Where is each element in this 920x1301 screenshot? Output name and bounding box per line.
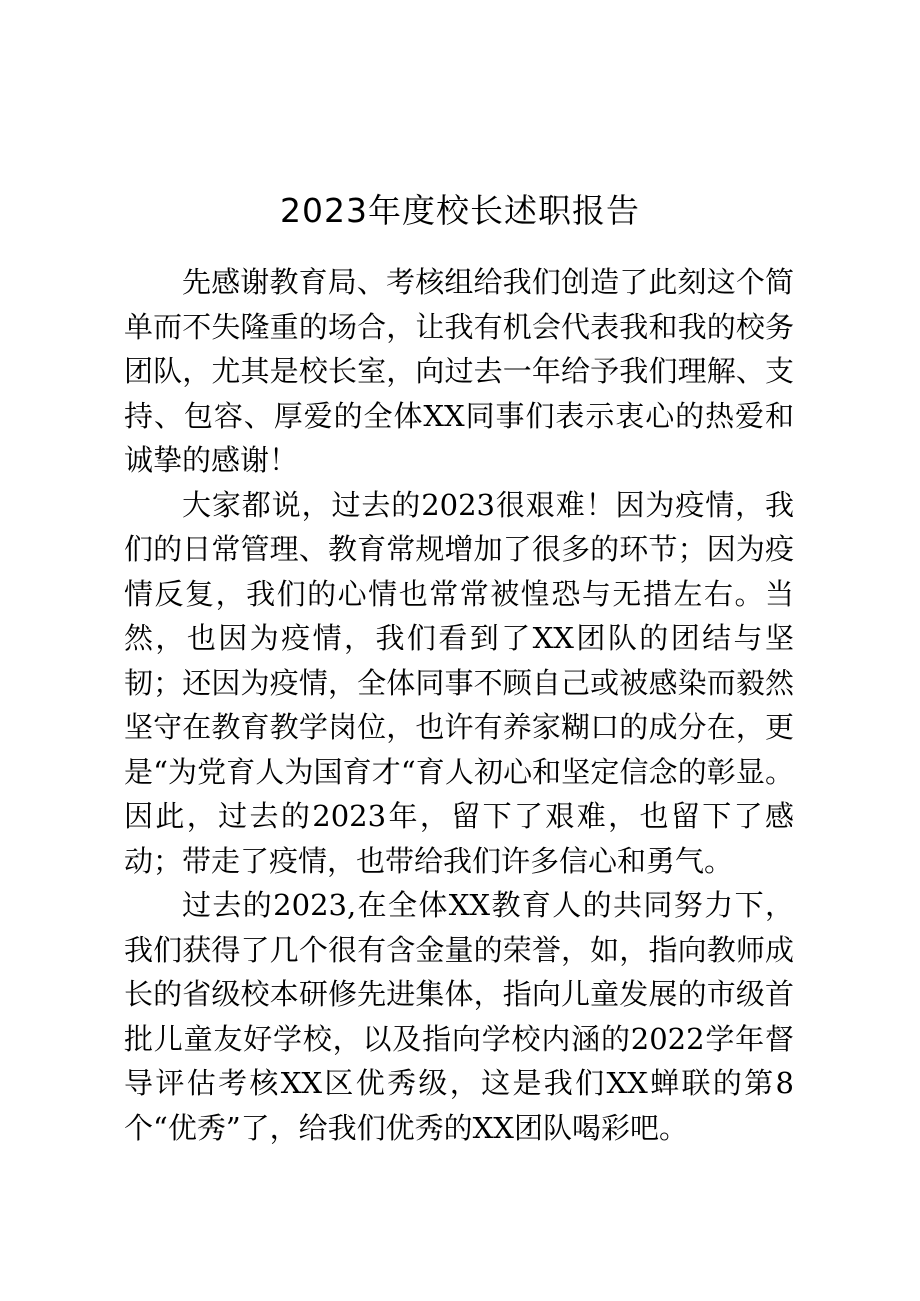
paragraph-3: 过去的2023,在全体XX教育人的共同努力下，我们获得了几个很有含金量的荣誉，如，指向教师成长的省级校本研修先进集体，指向儿童发展的市级首批儿童友好学校，以及指向学校内涵的2022学年督导评估考核XX区优秀级，这是我们XX蝉联的第8个“优秀”了，给我们优秀的XX团队喝彩吧。 [124, 888, 794, 1145]
paragraph-2: 大家都说，过去的2023很艰难！因为疫情，我们的日常管理、教育常规增加了很多的环节；因为疫情反复，我们的心情也常常被惶恐与无措左右。当然，也因为疫情，我们看到了XX团队的团结与坚韧；还因为疫情，全体同事不顾自己或被感染而毅然坚守在教育教学岗位，也许有养家糊口的成分在，更是“为党育人为国育才“育人初心和坚定信念的彰显。因此，过去的2023年，留下了艰难，也留下了感动；带走了疫情，也带给我们许多信心和勇气。 [124, 487, 794, 878]
paragraph-1: 先感谢教育局、考核组给我们创造了此刻这个简单而不失隆重的场合，让我有机会代表我和我的校务团队，尤其是校长室，向过去一年给予我们理解、支持、包容、厚爱的全体XX同事们表示衷心的热爱和诚挚的感谢！ [124, 265, 794, 477]
document-title: 2023年度校长述职报告 [280, 191, 640, 230]
document-body [124, 260, 794, 1150]
